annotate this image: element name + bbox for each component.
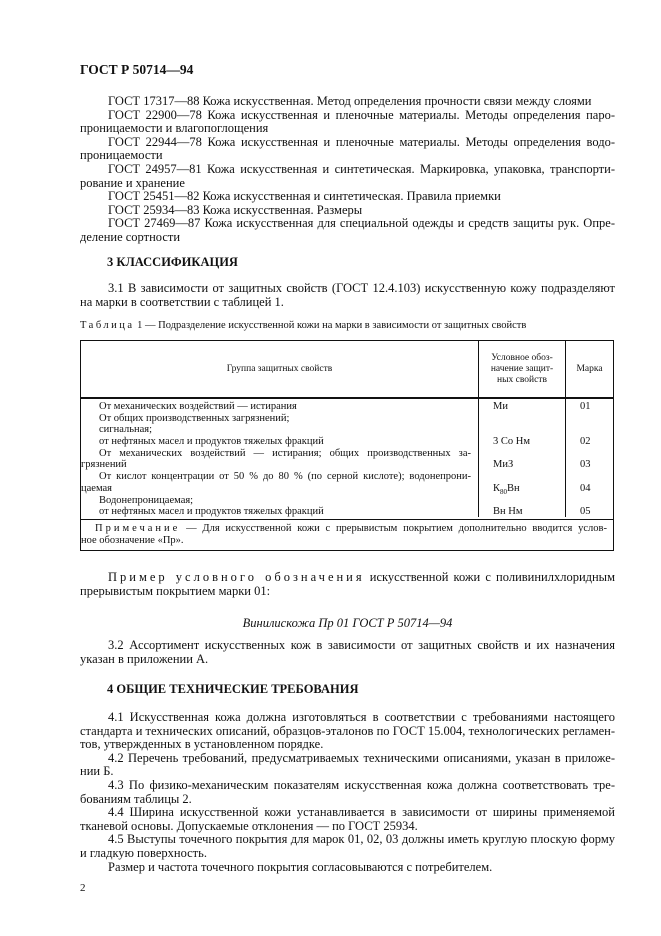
text-line: ГОСТ 27469—87 Кожа искусственная для специальной одежды и средств защиты рук. Опре- [108,217,615,231]
text-line: 3.2 Ассортимент искусственных кож в зависимости от защитных свойств и их назначения [108,639,615,652]
note-text-cont: ное обозначение «Пр». [81,535,184,546]
text-line: и гладкую поверхность. [80,845,207,860]
table-row [81,483,613,495]
note-text: — Для искусственной кожи с прерывистым покрытием дополнительно вводится услов- [180,523,607,534]
header-group: Группа защитных свойств [226,363,333,374]
code-base: К [493,482,501,494]
text-line: ГОСТ 25451—82 Кожа искусственная и синтетическая. Правила приемки [108,189,501,204]
example-text: искусственной кожи с поливинилхлоридным [364,571,615,584]
text-line: тов, утвержденных в установленном порядке. [80,737,324,752]
reference-item [80,217,615,244]
example-paragraph [80,571,615,598]
table-row [81,459,613,471]
table-row [81,401,613,413]
table-1 [80,340,614,551]
caption-text: 1 — Подразделение искусственной кожи на марки в зависимости от защитных свойств [134,320,527,331]
note-divider [81,519,613,520]
text-line: проницаемости и влагопоглощения [80,121,269,136]
mark-cell: 02 [580,436,591,448]
group-text: Водонепроницаемая; [99,494,194,506]
paragraph-4-4 [80,806,615,833]
header-mark: Марка [576,363,603,374]
group-text: От общих производственных загрязнений; [99,412,290,424]
reference-item [80,109,615,136]
text-line: стандарта и технических описаний, образцов-эталонов по ГОСТ 15.004, технологических регламен- [80,724,615,738]
reference-item [80,95,615,109]
table-1-caption [80,320,526,331]
paragraph-4-5-note [80,861,615,875]
section-4-heading: 4 ОБЩИЕ ТЕХНИЧЕСКИЕ ТРЕБОВАНИЯ [107,682,359,696]
text-line: ГОСТ 25934—83 Кожа искусственная. Размеры [108,202,363,217]
text-line: ГОСТ 24957—81 Кожа искусственная и синтетическая. Маркировка, упаковка, транспорти- [108,163,615,176]
table-row [81,495,613,507]
table-note [81,523,615,547]
mark-cell: 04 [580,482,591,494]
reference-item [80,204,615,218]
text-line: ГОСТ 22900—78 Кожа искусственная и пленочные материалы. Методы определения паро- [108,108,615,122]
text-line: рование и хранение [80,175,185,190]
header-divider [81,397,613,399]
text-line: 4.2 Перечень требований, предусматриваемых техническими описаниями, указан в приложе- [108,751,615,765]
mark-cell: 05 [580,506,591,518]
text-line: проницаемости [80,148,163,163]
paragraph-4-1 [80,711,615,752]
paragraph-4-5 [80,833,615,860]
group-text: грязнений [81,459,127,471]
example-designation: Винилискожа Пр 01 ГОСТ Р 50714—94 [242,616,453,630]
code-cell: Ми [493,401,508,412]
text-line: 3.1 В зависимости от защитных свойств (ГОСТ 12.4.103) искусственную кожу подразделяют [108,282,615,295]
text-line: тканевой основы. Допускаемые отклонения — по ГОСТ 25934. [80,818,418,833]
header-code: Условное обоз-начение защит-ных свойств [490,352,554,385]
table-row [81,448,613,460]
text-line: 4.5 Выступы точечного покрытия для марок 01, 02, 03 должны иметь круглую плоскую форму [108,833,615,847]
paragraph-3-2 [80,639,615,666]
group-text: цаемая [81,482,113,494]
table-row [81,413,613,425]
text-line: деление сортности [80,229,181,244]
text-line: ГОСТ 17317—88 Кожа искусственная. Метод определения прочности связи между слоями [108,94,592,108]
reference-item [80,190,615,204]
reference-item [80,136,615,163]
reference-item [80,163,615,190]
mark-cell: 01 [580,401,591,412]
note-label: Примечание [95,523,181,534]
group-text: От механических воздействий — истирания [99,401,297,412]
paragraph-4-2 [80,752,615,779]
code-rest: Вн [507,482,520,494]
text-line: нии Б. [80,764,114,779]
code-cell: 3 Со Нм [493,436,530,448]
group-text: сигнальная; [99,424,153,436]
example-label: Пример условного обозначения [108,571,365,584]
table-row [81,424,613,436]
code-subscript: 80 [500,487,508,496]
text-line: бованиям таблицы 2. [80,791,192,806]
group-text: От механических воздействий — истирания; общих производственных за- [99,447,471,459]
text-line: 4.1 Искусственная кожа должна изготовляться в соответствии с требованиями настоящего [108,711,615,724]
text-line: указан в приложении А. [80,651,209,666]
table-body [81,401,613,518]
text-line: 4.3 По физико-механическим показателям искусственная кожа должна соответствовать тре- [108,779,615,792]
caption-label: Таблица [80,320,135,331]
code-cell: Вн Нм [493,506,523,518]
section-3-heading: 3 КЛАССИФИКАЦИЯ [107,255,238,269]
group-text: от нефтяных масел и продуктов тяжелых фракций [99,506,324,518]
text-line: 4.4 Ширина искусственной кожи устанавливается в зависимости от ширины применяемой [108,806,615,820]
example-text-cont: прерывистым покрытием марки 01: [80,583,271,598]
text-line: на марки в соответствии с таблицей 1. [80,294,284,309]
table-row [81,506,613,518]
mark-cell: 03 [580,459,591,471]
document-header: ГОСТ Р 50714—94 [80,62,194,77]
text-line: ГОСТ 22944—78 Кожа искусственная и пленочные материалы. Методы определения водо- [108,135,615,149]
paragraph-4-3 [80,779,615,806]
page-number: 2 [80,882,86,895]
text-line: Размер и частота точечного покрытия согласовываются с потребителем. [108,859,493,874]
group-text: От кислот концентрации от 50 % до 80 % (по серной кислоте); водонепрони- [99,471,471,483]
paragraph-3-1 [80,282,615,309]
code-cell: МиЗ [493,459,514,471]
table-row [81,471,613,483]
table-row [81,436,613,448]
group-text: от нефтяных масел и продуктов тяжелых фракций [99,436,324,448]
